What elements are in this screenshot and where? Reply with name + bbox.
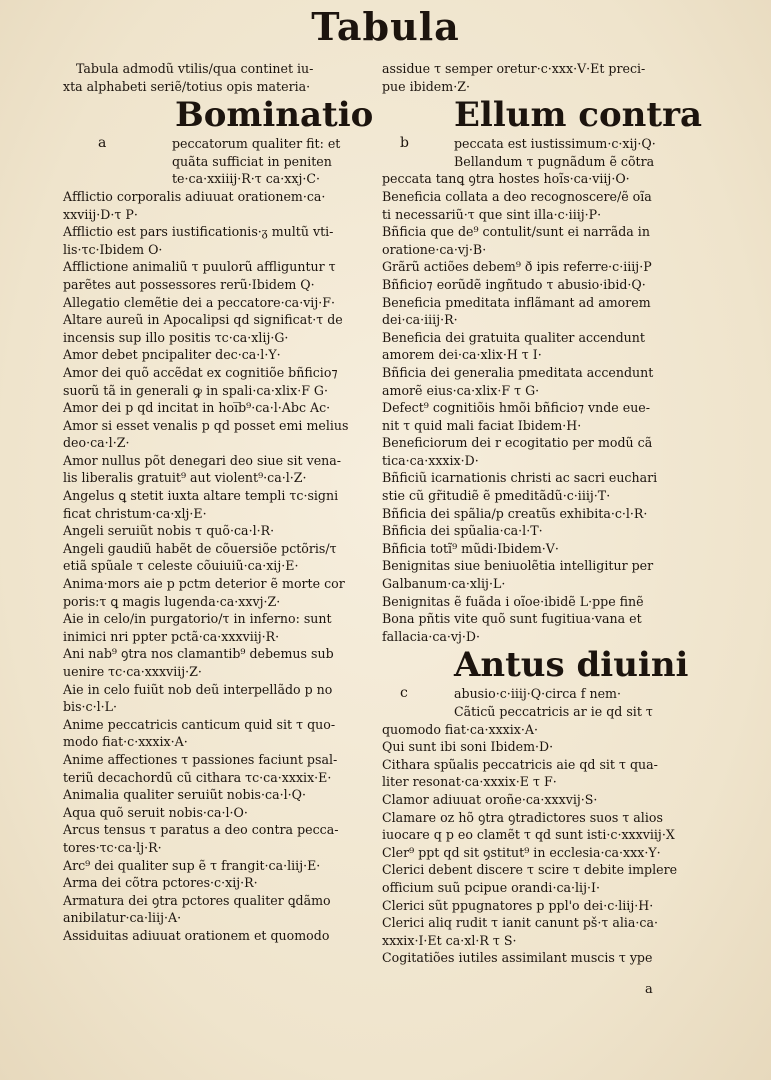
entry-line: Benignitas siue beniuolẽtia intelligitur per xyxy=(382,558,654,574)
entry-line: amorẽ eius·ca·xlix·F τ G· xyxy=(382,382,540,398)
entry-line: Bñficia dei generalia pmeditata accendunt xyxy=(382,364,654,380)
entry-line: lis liberalis gratuit⁹ aut violent⁹·ca·l·Z· xyxy=(63,470,307,486)
entry-line: inimici nri ppter pctã·ca·xxxviij·R· xyxy=(63,628,280,644)
entry-line: amorem dei·ca·xlix·H τ I· xyxy=(382,347,542,363)
entry-line: xxxix·I·Et ca·xl·R τ S· xyxy=(382,932,517,948)
entry-line: Amor nullus põt denegari deo siue sit vena- xyxy=(63,452,342,468)
text-line: peccata est iustissimum·c·xij·Q· xyxy=(454,136,656,152)
entry-line: Aqua quõ seruit nobis·ca·l·O· xyxy=(63,804,248,820)
section-letter-a: a xyxy=(98,135,107,152)
entry-line: Arcus tensus τ paratus a deo contra pecca- xyxy=(63,822,339,838)
text-line: te·ca·xxiiij·R·τ ca·xxj·C· xyxy=(172,171,321,187)
entry-line: Clerici aliq rudit τ ianit canunt pš·τ alia·ca· xyxy=(382,915,658,931)
text-line: quãta sufficiat in peniten xyxy=(172,153,332,169)
entry-line: nit τ quid mali faciat Ibidem·H· xyxy=(382,417,582,433)
entry-line: parẽtes aut possessores rerũ·Ibidem Q· xyxy=(63,276,315,292)
entry-line: Arma dei cõtra pctores·c·xij·R· xyxy=(63,875,258,891)
entry-line: Arc⁹ dei qualiter sup ẽ τ frangit·ca·liij·E· xyxy=(63,857,321,873)
entry-line: Afflictio corporalis adiuuat orationem·ca· xyxy=(63,188,326,204)
entry-line: liter resonat·ca·xxxix·E τ F· xyxy=(382,774,557,790)
entry-line: oratione·ca·vj·B· xyxy=(382,241,487,257)
entry-line: suorũ tã in generali ꝙ in spali·ca·xlix·F G· xyxy=(63,382,328,398)
entry-line: Afflictio est pars iustificationis·ᵹ multũ vti- xyxy=(63,224,334,240)
entry-line: dei·ca·iiij·R· xyxy=(382,312,458,328)
entry-line: Bñficio⁊ eorũdẽ ingñtudo τ abusio·ibid·Q· xyxy=(382,276,646,292)
entry-line: Altare aureũ in Apocalipsi qd significat·τ de xyxy=(63,312,343,328)
entry-list-b xyxy=(382,170,674,645)
entry-line: Afflictione animaliũ τ puulorũ affliguntur τ xyxy=(63,259,336,275)
section-heading-a: Bominatio xyxy=(175,95,374,136)
entry-line: Beneficiorum dei r ecogitatio per modũ cã xyxy=(382,435,653,451)
entry-line: Ani nab⁹ ꝯtra nos clamantib⁹ debemus sub xyxy=(63,646,334,662)
entry-line: lis·τc·Ibidem O· xyxy=(63,241,163,257)
entry-line: officium suũ pcipue orandi·ca·lij·I· xyxy=(382,879,600,895)
section-b-opening xyxy=(382,135,674,170)
section-heading-b: Ellum contra xyxy=(454,95,703,136)
page-title: Tabula xyxy=(311,4,460,49)
entry-line: Bñficia totĩ⁹ mũdi·Ibidem·V· xyxy=(382,540,559,556)
entry-line: incensis sup illo positis τc·ca·xlij·G· xyxy=(63,329,289,345)
right-column xyxy=(382,60,703,967)
entry-line: Cogitatiões iutiles assimilant muscis τ ype xyxy=(382,950,653,966)
entry-line: tica·ca·xxxix·D· xyxy=(382,452,479,468)
entry-line: Cithara spũalis peccatricis aie qd sit τ qua- xyxy=(382,756,658,772)
section-heading-c: Antus diuini xyxy=(454,645,689,686)
entry-line: Animalia qualiter seruiũt nobis·ca·l·Q· xyxy=(63,787,306,803)
entry-line: Beneficia collata a deo recognoscere/ẽ oĩa xyxy=(382,188,652,204)
entry-line: Allegatio clemẽtie dei a peccatore·ca·vij·F· xyxy=(63,294,335,310)
text-line: peccatorum qualiter fit: et xyxy=(172,136,341,152)
entry-line: ficat christum·ca·xlj·E· xyxy=(63,505,207,521)
entry-line: Clamor adiuuat oroñe·ca·xxxvij·S· xyxy=(382,791,598,807)
entry-line: teriũ decachordũ cũ cithara τc·ca·xxxix·E· xyxy=(63,769,332,785)
entry-line: quomodo fiat·ca·xxxix·A· xyxy=(382,721,539,737)
intro-line: xta alphabeti seriẽ/totius opis materia· xyxy=(63,78,311,94)
entry-line: Clamare oz hõ ꝯtra ꝯtradictores suos τ alios xyxy=(382,809,663,825)
entry-line: tores·τc·ca·lj·R· xyxy=(63,839,162,855)
entry-line: Cler⁹ ppt qd sit ꝯstitut⁹ in ecclesia·ca·xxx·Y· xyxy=(382,844,661,860)
left-column xyxy=(63,60,374,945)
entry-line: Angeli gaudiũ habẽt de cõuersiõe pctõris/τ xyxy=(63,540,337,556)
section-letter-b: b xyxy=(400,135,409,152)
entry-line: xxviij·D·τ P· xyxy=(63,206,138,222)
entry-line: Aie in celo/in purgatorio/τ in inferno: sunt xyxy=(63,611,332,627)
section-c-opening xyxy=(382,685,674,720)
text-line: Bellandum τ pugnãdum ẽ cõtra xyxy=(454,153,655,169)
entry-line: Anime affectiones τ passiones faciunt psal- xyxy=(63,751,338,767)
entry-line: Bñficia dei spãlia/p creatũs exhibita·c·l·R· xyxy=(382,505,648,521)
entry-line: Anima·mors aie p pctm deterior ẽ morte cor xyxy=(63,576,345,592)
intro-line: pue ibidem·Z· xyxy=(382,78,470,94)
text-line: Cãticũ peccatricis ar ie qd sit τ xyxy=(454,704,653,719)
intro-line: assidue τ semper oretur·c·xxx·V·Et preci- xyxy=(382,61,646,76)
entry-line: deo·ca·l·Z· xyxy=(63,435,130,451)
entry-line: bis·c·l·L· xyxy=(63,699,118,715)
entry-line: Amor si esset venalis p qd posset emi melius xyxy=(63,417,349,433)
entry-line: Armatura dei ꝯtra pctores qualiter ꝗdãmo xyxy=(63,892,331,908)
entry-line: poris:τ ꝗ magis lugenda·ca·xxvj·Z· xyxy=(63,593,281,609)
entry-line: Clerici sũt ppugnatores p ppl'o dei·c·liij·H· xyxy=(382,897,654,913)
entry-line: Amor dei p qd incitat in hoi̅b⁹·ca·l·Abc Ac· xyxy=(63,400,331,416)
entry-line: Angeli seruiũt nobis τ quõ·ca·l·R· xyxy=(63,523,275,539)
entry-line: peccata tanꝗ ꝯtra hostes hoĩs·ca·viij·O· xyxy=(382,171,630,187)
entry-list-a xyxy=(63,188,359,945)
entry-line: Bñficia que de⁹ contulit/sunt ei narrãda in xyxy=(382,224,650,240)
entry-line: Galbanum·ca·xlij·L· xyxy=(382,576,506,592)
intro-line: Tabula admodũ vtilis/qua continet iu- xyxy=(76,61,314,76)
entry-line: Bona pñtis vite quõ sunt fugitiua·vana et xyxy=(382,611,642,627)
entry-line: modo fiat·c·xxxix·A· xyxy=(63,734,188,750)
entry-line: Bñficiũ icarnationis christi ac sacri euchari xyxy=(382,470,658,486)
entry-line: etiã spũale τ celeste cõuiuiũ·ca·xij·E· xyxy=(63,558,299,574)
entry-line: Amor debet pncipaliter dec·ca·l·Y· xyxy=(63,347,281,363)
entry-line: Defect⁹ cognitiõis hmõi bñficio⁊ vnde eue- xyxy=(382,400,651,416)
folio-signature: a xyxy=(645,982,653,997)
entry-line: anibilatur·ca·liij·A· xyxy=(63,910,182,926)
entry-line: Qui sunt ibi soni Ibidem·D· xyxy=(382,739,554,755)
entry-line: ti necessariũ·τ que sint illa·c·iiij·P· xyxy=(382,206,602,222)
entry-line: Amor dei quõ accẽdat ex cognitiõe bñficio⁊ xyxy=(63,364,338,380)
entry-line: Beneficia pmeditata inflãmant ad amorem xyxy=(382,294,651,310)
entry-line: Aie in celo fuiũt nob deũ interpellãdo p no xyxy=(63,681,333,697)
entry-line: Clerici debent discere τ scire τ debite implere xyxy=(382,862,678,878)
entry-line: fallacia·ca·vj·D· xyxy=(382,628,481,644)
section-a-opening xyxy=(63,135,359,188)
entry-line: Assiduitas adiuuat orationem et quomodo xyxy=(63,927,330,943)
entry-list-c xyxy=(382,721,678,967)
entry-line: iuocare q p eo clamẽt τ qd sunt isti·c·xxxviij·X xyxy=(382,827,675,843)
section-letter-c: c xyxy=(400,685,408,702)
text-line: abusio·c·iiij·Q·circa f nem· xyxy=(454,686,621,702)
entry-line: Bñficia dei spũalia·ca·l·T· xyxy=(382,523,543,539)
entry-line: stie cũ gr̃itudiẽ ẽ pmeditãdũ·c·iiij·T· xyxy=(382,488,611,504)
entry-line: Grãrũ actiões debem⁹ ð ipis referre·c·iiij·P xyxy=(382,259,652,275)
entry-line: Benignitas ẽ fuãda i oĩoe·ibidẽ L·ppe finẽ xyxy=(382,593,644,609)
entry-line: Angelus ꝗ stetit iuxta altare templi τc·signi xyxy=(63,488,339,504)
entry-line: Anime peccatricis canticum quid sit τ quo- xyxy=(63,716,336,732)
entry-line: uenire τc·ca·xxxviij·Z· xyxy=(63,664,202,679)
entry-line: Beneficia dei gratuita qualiter accendunt xyxy=(382,329,645,345)
